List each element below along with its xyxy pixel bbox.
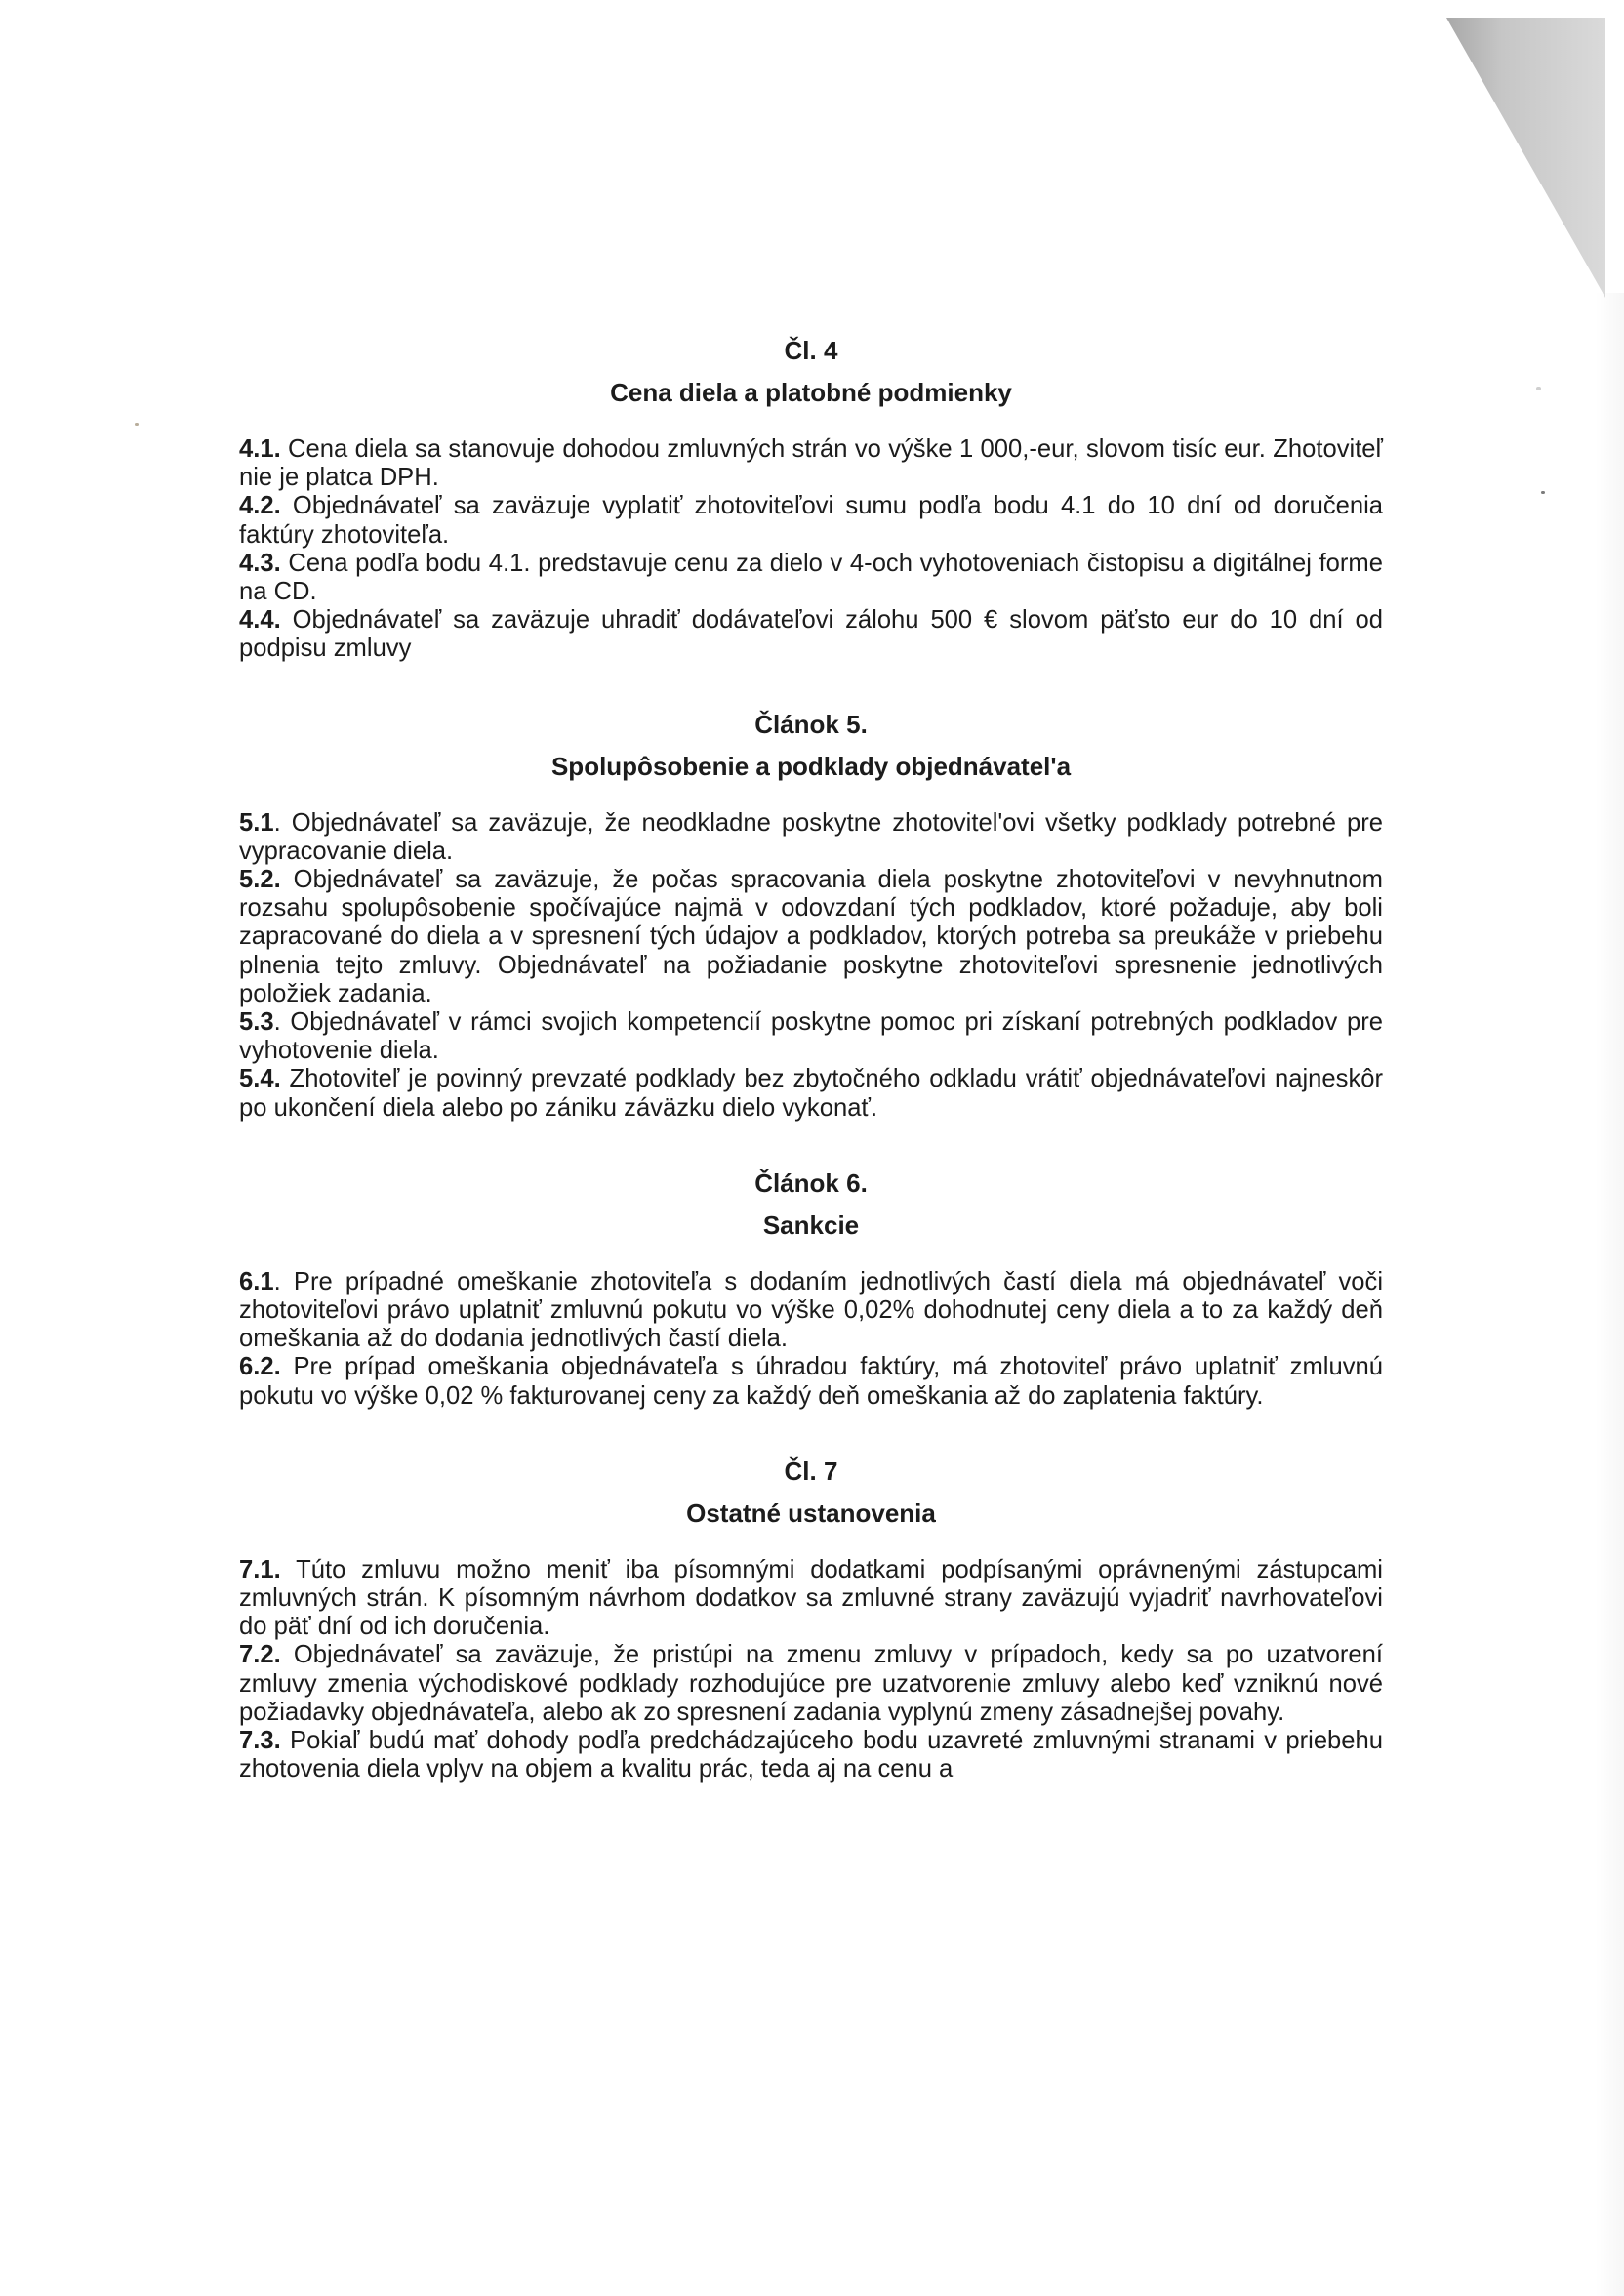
paragraph <box>239 1268 1383 1354</box>
scan-speck <box>1536 387 1541 390</box>
paragraph-text: Zhotoviteľ je povinný prevzaté podklady bez zbytočného odkladu vrátiť objednávateľovi najneskôr po ukončení diela alebo po zániku záväzku dielo vykonať. <box>239 1065 1383 1122</box>
paragraph <box>239 809 1383 866</box>
paragraph <box>239 1065 1383 1122</box>
section-title: Cena diela a platobné podmienky <box>610 378 1012 407</box>
paragraph-text: Objednávateľ sa zaväzuje, že pristúpi na zmenu zmluvy v prípadoch, kedy sa po uzatvorení zmluvy zmenia východiskové podklady rozhodujúce pre uzatvorenie zmluvy alebo keď vzniknú nové požiadavky objednávateľa, alebo ak zo spresnení zadania vyplynú zmeny zásadnejšej povahy. <box>239 1641 1383 1726</box>
paragraph-number: 7.2. <box>239 1641 281 1669</box>
paragraph-number: 7.3. <box>239 1727 281 1755</box>
paragraph <box>239 550 1383 606</box>
paragraph <box>239 1727 1383 1784</box>
paragraph-number: 4.3. <box>239 549 281 577</box>
paragraph-text: . Objednávateľ v rámci svojich kompetencií poskytne pomoc pri získaní potrebných podkladov pre vyhotovenie diela. <box>239 1008 1383 1065</box>
section-number: Čl. 4 <box>784 336 838 365</box>
paragraph-number: 4.2. <box>239 492 281 520</box>
paragraph-text: Túto zmluvu možno meniť iba písomnými dodatkami podpísanými oprávnenými zástupcami zmluvných strán. K písomným návrhom dodatkov sa zmluvné strany zaväzujú vyjadriť navrhovateľovi do päť dní od ich doručenia. <box>239 1555 1383 1641</box>
paragraph-text: Objednávateľ sa zaväzuje vyplatiť zhotoviteľovi sumu podľa bodu 4.1 do 10 dní od doručenia faktúry zhotoviteľa. <box>239 492 1383 549</box>
paragraph-number: 5.4. <box>239 1065 281 1093</box>
section-heading <box>239 1163 1383 1247</box>
section-title: Ostatné ustanovenia <box>686 1497 936 1528</box>
paragraph-text: . Objednávateľ sa zaväzuje, že neodkladne poskytne zhotovitel'ovi všetky podklady potrebné pre vypracovanie diela. <box>239 808 1383 865</box>
section-number: Článok 5. <box>754 709 868 739</box>
paragraph <box>239 492 1383 549</box>
page-curl-shadow <box>1446 0 1624 303</box>
paragraph <box>239 1641 1383 1727</box>
paragraph-number: 5.1 <box>239 808 274 837</box>
scan-speck <box>135 423 139 426</box>
paragraph <box>239 1008 1383 1065</box>
paragraph-text: . Pre prípadné omeškanie zhotoviteľa s dodaním jednotlivých častí diela má objednávateľ voči zhotoviteľovi právo uplatniť zmluvnú pokutu vo výške 0,02% dohodnutej ceny diela a to za každý deň omeškania až do dodania jednotlivých častí diela. <box>239 1267 1383 1353</box>
section-heading <box>239 704 1383 788</box>
paragraph-number: 5.2. <box>239 866 281 894</box>
paragraph <box>239 866 1383 1008</box>
paragraph-text: Pre prípad omeškania objednávateľa s úhradou faktúry, má zhotoviteľ právo uplatniť zmluvnú pokutu vo výške 0,02 % fakturovanej ceny za každý deň omeškania až do zaplatenia faktúry. <box>239 1353 1383 1410</box>
paragraph <box>239 435 1383 492</box>
section-number: Článok 6. <box>754 1168 868 1198</box>
paragraph-text: Cena podľa bodu 4.1. predstavuje cenu za dielo v 4-och vyhotoveniach čistopisu a digitálnej forme na CD. <box>239 549 1383 606</box>
paragraph-number: 7.1. <box>239 1555 281 1583</box>
section-title: Sankcie <box>762 1210 860 1240</box>
paragraph-number: 6.1 <box>239 1267 274 1295</box>
paragraph-text: Objednávateľ sa zaväzuje uhradiť dodávateľovi zálohu 500 € slovom päťsto eur do 10 dní od podpisu zmluvy <box>239 606 1383 663</box>
paragraph <box>239 1353 1383 1410</box>
paragraph-number: 6.2. <box>239 1353 281 1381</box>
section-title: Spolupôsobenie a podklady objednávatel'a <box>550 751 1072 781</box>
paragraph-number: 4.4. <box>239 606 281 635</box>
page-edge-shadow <box>1595 293 1624 2296</box>
paragraph-text: Objednávateľ sa zaväzuje, že počas spracovania diela poskytne zhotoviteľovi v nevyhnutnom rozsahu spolupôsobenie spočívajúce najmä v odovzdaní tých podkladov, ktoré požaduje, aby boli zapracované do diela a v spresnení tých údajov a podkladov, ktorých potreba sa preukáže v priebehu plnenia tejto zmluvy. Objednávateľ na požiadanie poskytne zhotoviteľovi spresnenie jednotlivých položiek zadania. <box>239 866 1383 1007</box>
scan-speck <box>1541 491 1545 494</box>
document-body <box>239 330 1383 1784</box>
paragraph <box>239 1556 1383 1642</box>
section-number: Čl. 7 <box>784 1456 838 1486</box>
paragraph <box>239 606 1383 663</box>
paragraph-number: 4.1. <box>239 435 281 463</box>
paragraph-text: Cena diela sa stanovuje dohodou zmluvných strán vo výške 1 000,-eur, slovom tisíc eur. Zhotoviteľ nie je platca DPH. <box>239 435 1383 492</box>
section-heading <box>239 1451 1383 1535</box>
paragraph-text: Pokiaľ budú mať dohody podľa predchádzajúceho bodu uzavreté zmluvnými stranami v priebehu zhotovenia diela vplyv na objem a kvalitu prác, teda aj na cenu a <box>239 1727 1383 1784</box>
paragraph-number: 5.3 <box>239 1008 274 1037</box>
section-heading <box>239 330 1383 414</box>
